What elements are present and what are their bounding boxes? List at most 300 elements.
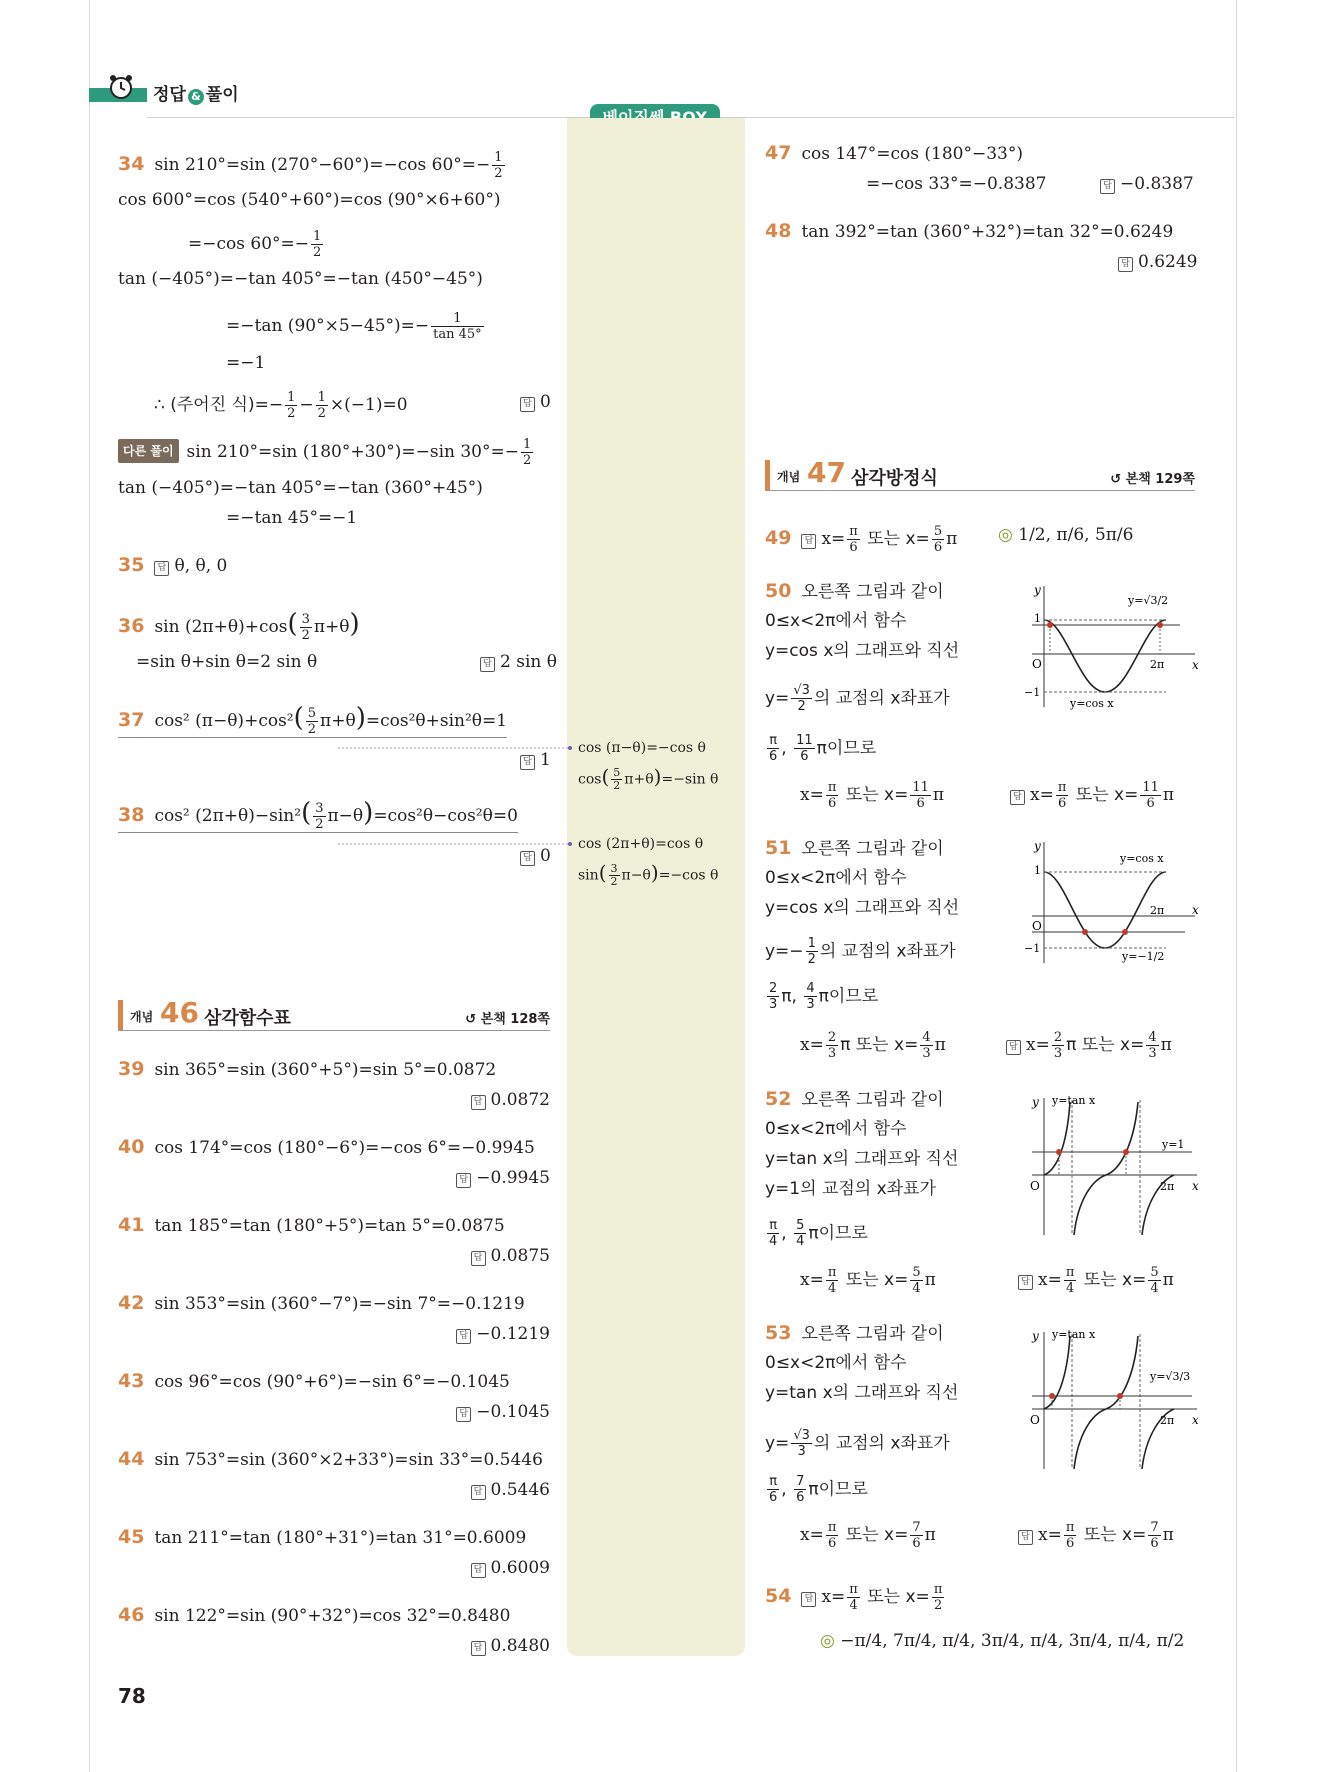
tan-branch-2 [1074, 1336, 1138, 1469]
frac-num: 7 [912, 1520, 921, 1535]
frac-num: π [767, 1474, 779, 1490]
origin-label: O [1032, 657, 1042, 671]
tan-branch-2 [1074, 1102, 1138, 1235]
fraction [313, 801, 325, 832]
frac-den: 6 [769, 1490, 778, 1505]
p47-ans-val: −0.8387 [1120, 174, 1194, 194]
fraction [920, 1030, 932, 1061]
fraction [1064, 1520, 1077, 1551]
frac-den: 6 [800, 749, 809, 764]
header-title-b: 풀이 [205, 85, 239, 105]
x-label: x [1192, 658, 1199, 672]
answer-icon: 답 [801, 1592, 816, 1607]
frac-den: 2 [933, 1598, 943, 1613]
p51-line5: $\frac{2}{3}$ π, $\frac{4}{3}$ π이므로 [769, 981, 879, 1012]
p54-mid: 또는 x= [867, 1587, 930, 1607]
problem-number: 53 [765, 1322, 792, 1344]
fraction [847, 1582, 860, 1613]
x-label: x [1192, 1179, 1199, 1193]
comma: , [781, 1479, 787, 1500]
frac-num: 4 [1148, 1030, 1157, 1045]
p38-ans-val: 0 [540, 846, 551, 866]
section-number: 46 [160, 996, 199, 1029]
problem-number: 41 [118, 1214, 145, 1236]
tick-2pi: 2π [1150, 658, 1165, 671]
box-n2c: =−sin θ [661, 771, 719, 788]
problem-number: 44 [118, 1448, 145, 1470]
tan-branch-1 [1044, 1336, 1070, 1409]
fraction [316, 390, 328, 421]
p53-l1: 오른쪽 그림과 같이 [801, 1324, 944, 1344]
answer-icon: 답 [520, 397, 535, 412]
answer-value: 0.0875 [490, 1246, 550, 1266]
fraction [932, 524, 944, 555]
x-label: x [1192, 903, 1199, 917]
answer-icon: 답 [1018, 1275, 1033, 1290]
answer-icon: 답 [1100, 179, 1115, 194]
answer-value: −0.1045 [476, 1402, 550, 1422]
frac-num: 5 [307, 706, 317, 721]
header-title [153, 80, 239, 105]
p34-eq3: =−cos 60°=− [188, 234, 309, 254]
fraction [794, 1474, 806, 1505]
table-item-eq [118, 1604, 510, 1627]
x-label: x [1192, 1413, 1199, 1427]
p38-eq1a: cos² (2π+θ)−sin² [154, 806, 302, 826]
p54-line [765, 1582, 946, 1613]
answer-value: 0.6009 [490, 1558, 550, 1578]
fraction [1146, 1030, 1158, 1061]
frac-den: 6 [769, 749, 778, 764]
p48-eq1: tan 392°=tan (360°+32°)=tan 32°=0.6249 [801, 222, 1174, 242]
frac-den: 2 [613, 779, 621, 792]
fraction [285, 390, 297, 421]
fraction [910, 780, 931, 811]
curve-label: y=cos x [1070, 697, 1114, 710]
table-item-answer [471, 1557, 550, 1579]
box-note-3: cos (2π+θ)=cos θ [578, 836, 704, 852]
section-47-header [765, 456, 1195, 491]
answer-icon: 답 [471, 1641, 486, 1656]
fraction [826, 1265, 839, 1296]
frac-den: 2 [494, 166, 503, 181]
frac-num: π [933, 1582, 943, 1597]
tick-1: 1 [1034, 864, 1041, 877]
problem-number: 52 [765, 1088, 792, 1110]
p52-line4: y=1의 교점의 x좌표가 [765, 1179, 936, 1199]
p51-line3: y=cos x의 그래프와 직선 [765, 898, 960, 918]
target-icon: ◎ [998, 525, 1019, 545]
frac-den: 4 [1150, 1281, 1159, 1296]
table-item-eq [118, 1448, 543, 1471]
problem-number: 51 [765, 837, 792, 859]
problem-number: 34 [118, 153, 145, 175]
origin-label: O [1030, 1179, 1040, 1193]
p52-l1: 오른쪽 그림과 같이 [801, 1090, 944, 1110]
p51-l6: π 또는 x= [840, 1035, 919, 1055]
intersection-point [1123, 1149, 1129, 1155]
frac-num: 2 [827, 1030, 837, 1045]
problem-number: 46 [118, 1604, 145, 1626]
line-label: y=−1/2 [1122, 950, 1165, 963]
frac-num: 5 [796, 1218, 805, 1233]
fraction [767, 733, 779, 764]
frac-den: 2 [797, 699, 806, 714]
fraction [847, 524, 860, 555]
problem-number: 43 [118, 1370, 145, 1392]
p50-line1 [765, 580, 944, 603]
box-n4c: =−cos θ [658, 867, 719, 884]
comma: , [781, 1223, 787, 1244]
frac-num: 2 [1053, 1030, 1063, 1045]
curve-label: y=cos x [1120, 852, 1164, 865]
frac-den: 6 [1057, 796, 1067, 811]
frac-den: 3 [769, 997, 778, 1012]
alt-line1 [118, 437, 535, 468]
frac-num: π [827, 780, 837, 795]
problem-number: 35 [118, 554, 145, 576]
answer-icon: 답 [1010, 790, 1025, 805]
frac-den: 4 [827, 1281, 837, 1296]
fraction [826, 780, 839, 811]
origin-label: O [1032, 919, 1042, 933]
frac-num: 7 [1150, 1520, 1159, 1535]
p52-l5: π이므로 [808, 1223, 868, 1244]
frac-num: 4 [922, 1030, 931, 1045]
p51-answer: 답 x= $\frac{2}{3}$ π 또는 x= $\frac{4}{3}$ π [1006, 1030, 1172, 1061]
frac-num: π [827, 1520, 837, 1535]
cos-curve [1044, 872, 1166, 948]
answer-icon: 답 [471, 1251, 486, 1266]
p34-ans-val: 0 [540, 392, 551, 412]
p37-eq1a: cos² (π−θ)+cos² [154, 711, 294, 731]
origin-label: O [1030, 1413, 1040, 1427]
frac-num: π [849, 1582, 858, 1597]
graph-tan-sqrt3-3 [1012, 1324, 1202, 1474]
equation: sin 353°=sin (360°−7°)=−sin 7°=−0.1219 [154, 1294, 525, 1314]
frac-den: 6 [912, 1536, 921, 1551]
fraction [1052, 1030, 1064, 1061]
p34-answer [520, 391, 551, 413]
fraction [932, 1582, 945, 1613]
p37-eq1b: π+θ [320, 711, 356, 731]
p48-ans-val: 0.6249 [1138, 252, 1198, 272]
p47-line1 [765, 142, 1023, 165]
frac-num: 3 [301, 612, 310, 627]
p49-check [998, 524, 1133, 546]
p53-answer: 답 x= $\frac{\pi}{6}$ 또는 x= $\frac{7}{6}$ π [1018, 1520, 1174, 1551]
table-item-eq [118, 1526, 526, 1549]
frac-num: 5 [1150, 1265, 1159, 1280]
p51-ans-mid: π 또는 x= [1066, 1035, 1145, 1055]
fraction [1064, 1265, 1077, 1296]
frac-den: 3 [922, 1046, 931, 1061]
p50-l1: 오른쪽 그림과 같이 [801, 582, 944, 602]
fraction [806, 936, 818, 967]
box-note-1: cos (π−θ)=−cos θ [578, 740, 706, 756]
fraction [804, 981, 816, 1012]
frac-den: 3 [797, 1444, 806, 1459]
frac-den: 4 [1065, 1281, 1075, 1296]
p49-mid: 또는 x= [867, 529, 930, 549]
box-note-4: sin( $\frac{3}{2}$ π−θ)=−cos θ [578, 860, 719, 888]
p37-leader-line [338, 746, 574, 750]
section-prefix: 개념 [777, 470, 801, 484]
p50-line4 [765, 683, 950, 714]
p50-ans-mid: 또는 x= [1075, 785, 1139, 805]
frac-den: 4 [849, 1598, 858, 1613]
box-n2a: cos [578, 771, 602, 788]
frac-den: tan 45° [433, 327, 482, 342]
p35-line [118, 554, 227, 577]
intersection-point [1047, 622, 1053, 628]
answer-icon: 답 [471, 1563, 486, 1578]
pi-symbol: π [946, 529, 958, 549]
p38-leader-line [338, 842, 574, 846]
y-label: y [1034, 839, 1041, 853]
p52-line2: 0≤x<2π에서 함수 [765, 1119, 907, 1139]
p53-line1 [765, 1322, 944, 1345]
p53-l4a: y= [765, 1433, 790, 1454]
tick-2pi: 2π [1150, 904, 1165, 917]
frac-num: 5 [933, 524, 943, 539]
frac-den: 6 [1150, 1536, 1159, 1551]
frac-num: 3 [610, 862, 618, 875]
fraction [1140, 780, 1161, 811]
p36-eq1a: sin (2π+θ)+cos [154, 617, 288, 637]
fraction [300, 612, 312, 643]
frac-den: 2 [807, 952, 816, 967]
table-item-eq [118, 1370, 510, 1393]
tick-2pi: 2π [1160, 1180, 1175, 1193]
intersection-point [1122, 929, 1128, 935]
p51-line1 [765, 837, 944, 860]
frac-den: 6 [796, 1490, 805, 1505]
alt-solution-tag: 다른 풀이 [118, 439, 179, 463]
frac-den: 6 [1065, 1536, 1075, 1551]
answer-value: −0.9945 [476, 1168, 550, 1188]
header-amp: & [188, 89, 204, 105]
p52-line1 [765, 1088, 944, 1111]
frac-num: 4 [806, 981, 815, 996]
p53-l6: 또는 x= [845, 1525, 909, 1545]
section-ref-text: 본책 129쪽 [1125, 472, 1195, 487]
frac-den: 6 [1146, 796, 1155, 811]
frac-den: 4 [796, 1234, 805, 1249]
table-item-eq [118, 1058, 496, 1081]
answer-icon: 답 [1018, 1530, 1033, 1545]
box-n4b: π−θ [621, 867, 651, 884]
p36-line1: 36 sin (2π+θ)+cos( $\frac{3}{2}$ π+θ) [118, 609, 360, 643]
fraction [1148, 1520, 1160, 1551]
y-label: y [1032, 1095, 1039, 1109]
p50-answer: 답 x= $\frac{\pi}{6}$ 또는 x= $\frac{11}{6}$ π [1010, 780, 1174, 811]
p51-l5: π이므로 [818, 986, 879, 1007]
fraction [492, 150, 504, 181]
p38-eq1c: =cos²θ−cos²θ=0 [373, 806, 518, 826]
tan-branch-1 [1044, 1102, 1070, 1175]
frac-num: 7 [796, 1474, 805, 1489]
frac-num: 2 [769, 981, 778, 996]
box-note-2: cos( $\frac{5}{2}$ π+θ)=−sin θ [578, 764, 719, 792]
frac-den: 2 [313, 245, 322, 260]
answer-value: 0.5446 [490, 1480, 550, 1500]
p50-line2: 0≤x<2π에서 함수 [765, 611, 907, 631]
intersection-point [1049, 1393, 1055, 1399]
book-ref-icon: ↺ [1110, 472, 1126, 487]
fraction [791, 683, 812, 714]
section-number: 47 [807, 456, 846, 489]
p50-l4b: 의 교점의 x좌표가 [813, 688, 950, 709]
frac-den: 2 [315, 817, 324, 832]
tick-1: 1 [1034, 612, 1041, 625]
frac-den: 3 [1053, 1046, 1063, 1061]
section-ref [465, 1008, 550, 1027]
p52-line5 [765, 1218, 868, 1249]
answer-icon: 답 [480, 657, 495, 672]
table-item-eq [118, 1136, 535, 1159]
answer-icon: 답 [1118, 257, 1133, 272]
p53-l4b: 의 교점의 x좌표가 [813, 1433, 950, 1454]
p47-answer [1100, 173, 1194, 195]
line-label: y=√3/3 [1150, 1370, 1191, 1383]
p37-answer [520, 749, 551, 771]
problem-number: 48 [765, 220, 792, 242]
line-label: y=√3/2 [1128, 594, 1169, 607]
frac-num: 1 [287, 390, 296, 405]
p54-a: x= [821, 1587, 846, 1607]
frac-num: √3 [793, 683, 810, 698]
equation: sin 365°=sin (360°+5°)=sin 5°=0.0872 [154, 1060, 497, 1080]
p34-line5 [226, 311, 486, 342]
curve-label: y=tan x [1052, 1094, 1096, 1107]
fraction [791, 1428, 812, 1459]
equation: tan 185°=tan (180°+5°)=tan 5°=0.0875 [154, 1216, 505, 1236]
p37-eq1c: =cos²θ+sin²θ=1 [365, 711, 508, 731]
section-ref-text: 본책 128쪽 [480, 1012, 550, 1027]
p37-ans-val: 1 [540, 750, 551, 770]
problem-number: 45 [118, 1526, 145, 1548]
p54-check [820, 1630, 1184, 1652]
p36-eq1b: π+θ [313, 617, 350, 637]
intersection-point [1082, 929, 1088, 935]
fraction [311, 229, 323, 260]
intersection-point [1056, 1149, 1062, 1155]
fraction [609, 863, 620, 888]
p52-ans-mid: 또는 x= [1083, 1270, 1147, 1290]
p49-check-val: 1/2, π/6, 5π/6 [1018, 525, 1134, 545]
frac-den: 3 [827, 1046, 837, 1061]
clock-icon [108, 74, 134, 100]
answer-icon: 답 [471, 1095, 486, 1110]
p52-line3: y=tan x의 그래프와 직선 [765, 1149, 959, 1169]
answer-icon: 답 [520, 755, 535, 770]
table-item-answer [471, 1089, 550, 1111]
p49-line [765, 524, 957, 555]
p34-line6: =−1 [226, 353, 266, 373]
p50-l6: 또는 x= [845, 785, 909, 805]
equation: cos 96°=cos (90°+6°)=−sin 6°=−0.1045 [154, 1372, 510, 1392]
p35-ans-val: θ, θ, 0 [174, 556, 228, 576]
problem-number: 49 [765, 527, 792, 549]
frac-num: π [1057, 780, 1067, 795]
fraction [1148, 1265, 1160, 1296]
box-n4a: sin [578, 867, 599, 884]
fraction [306, 706, 318, 737]
p48-answer [1118, 251, 1197, 273]
problem-number: 54 [765, 1585, 792, 1607]
fraction [826, 1030, 838, 1061]
answer-icon: 답 [520, 851, 535, 866]
p53-line4 [765, 1428, 950, 1459]
frac-den: 6 [933, 540, 943, 555]
p34-line3 [188, 229, 325, 260]
p34-eq7a: ∴ (주어진 식)=− [154, 395, 284, 415]
fraction [521, 437, 533, 468]
p51-l4a: y=− [765, 941, 804, 962]
frac-den: 3 [1148, 1046, 1157, 1061]
p50-line3: y=cos x의 그래프와 직선 [765, 641, 960, 661]
problem-number: 37 [118, 709, 145, 731]
problem-number: 38 [118, 804, 145, 826]
fraction [767, 1218, 779, 1249]
problem-number: 39 [118, 1058, 145, 1080]
frac-num: 1 [313, 229, 322, 244]
p34-line2: cos 600°=cos (540°+60°)=cos (90°×6+60°) [118, 190, 501, 210]
tick-m1: −1 [1024, 686, 1041, 699]
frac-den: 2 [307, 722, 317, 737]
table-item-eq [118, 1292, 525, 1315]
frac-den: 6 [916, 796, 925, 811]
p34-line4: tan (−405°)=−tan 405°=−tan (450°−45°) [118, 269, 483, 289]
fraction [431, 311, 484, 342]
frac-num: √3 [793, 1428, 810, 1443]
frac-den: 3 [806, 997, 815, 1012]
fraction [794, 1218, 806, 1249]
cos-curve [1044, 620, 1166, 692]
section-title: 삼각방정식 [851, 468, 938, 489]
alt-eq1: sin 210°=sin (180°+30°)=−sin 30°=− [186, 442, 519, 462]
p36-answer [480, 651, 557, 673]
frac-num: π [849, 524, 858, 539]
p50-line5 [765, 733, 876, 764]
target-icon: ◎ [820, 1631, 841, 1651]
frac-num: 11 [796, 733, 813, 748]
p38-answer [520, 845, 551, 867]
p50-line6: x= $\frac{\pi}{6}$ 또는 x= $\frac{11}{6}$ π [800, 780, 945, 811]
frac-den: 4 [769, 1234, 778, 1249]
p51-line6: x= $\frac{2}{3}$ π 또는 x= $\frac{4}{3}$ π [800, 1030, 946, 1061]
comma: , [781, 738, 787, 759]
graph-cos-minus-half [1010, 838, 1200, 968]
p49-a: x= [821, 529, 846, 549]
section-title: 삼각함수표 [204, 1008, 291, 1029]
fraction [910, 1520, 922, 1551]
equation: tan 211°=tan (180°+31°)=tan 31°=0.6009 [154, 1528, 527, 1548]
fraction [767, 1474, 779, 1505]
y-label: y [1034, 583, 1041, 597]
tick-m1: −1 [1024, 942, 1041, 955]
problem-number: 42 [118, 1292, 145, 1314]
frac-den: 6 [827, 796, 837, 811]
equation: sin 122°=sin (90°+32°)=cos 32°=0.8480 [154, 1606, 511, 1626]
table-item-answer [471, 1245, 550, 1267]
p53-line5 [765, 1474, 868, 1505]
frac-num: 11 [1142, 780, 1159, 795]
section-46-header [118, 996, 550, 1031]
p51-l4b: 의 교점의 x좌표가 [819, 941, 956, 962]
answer-value: −0.1219 [476, 1324, 550, 1344]
